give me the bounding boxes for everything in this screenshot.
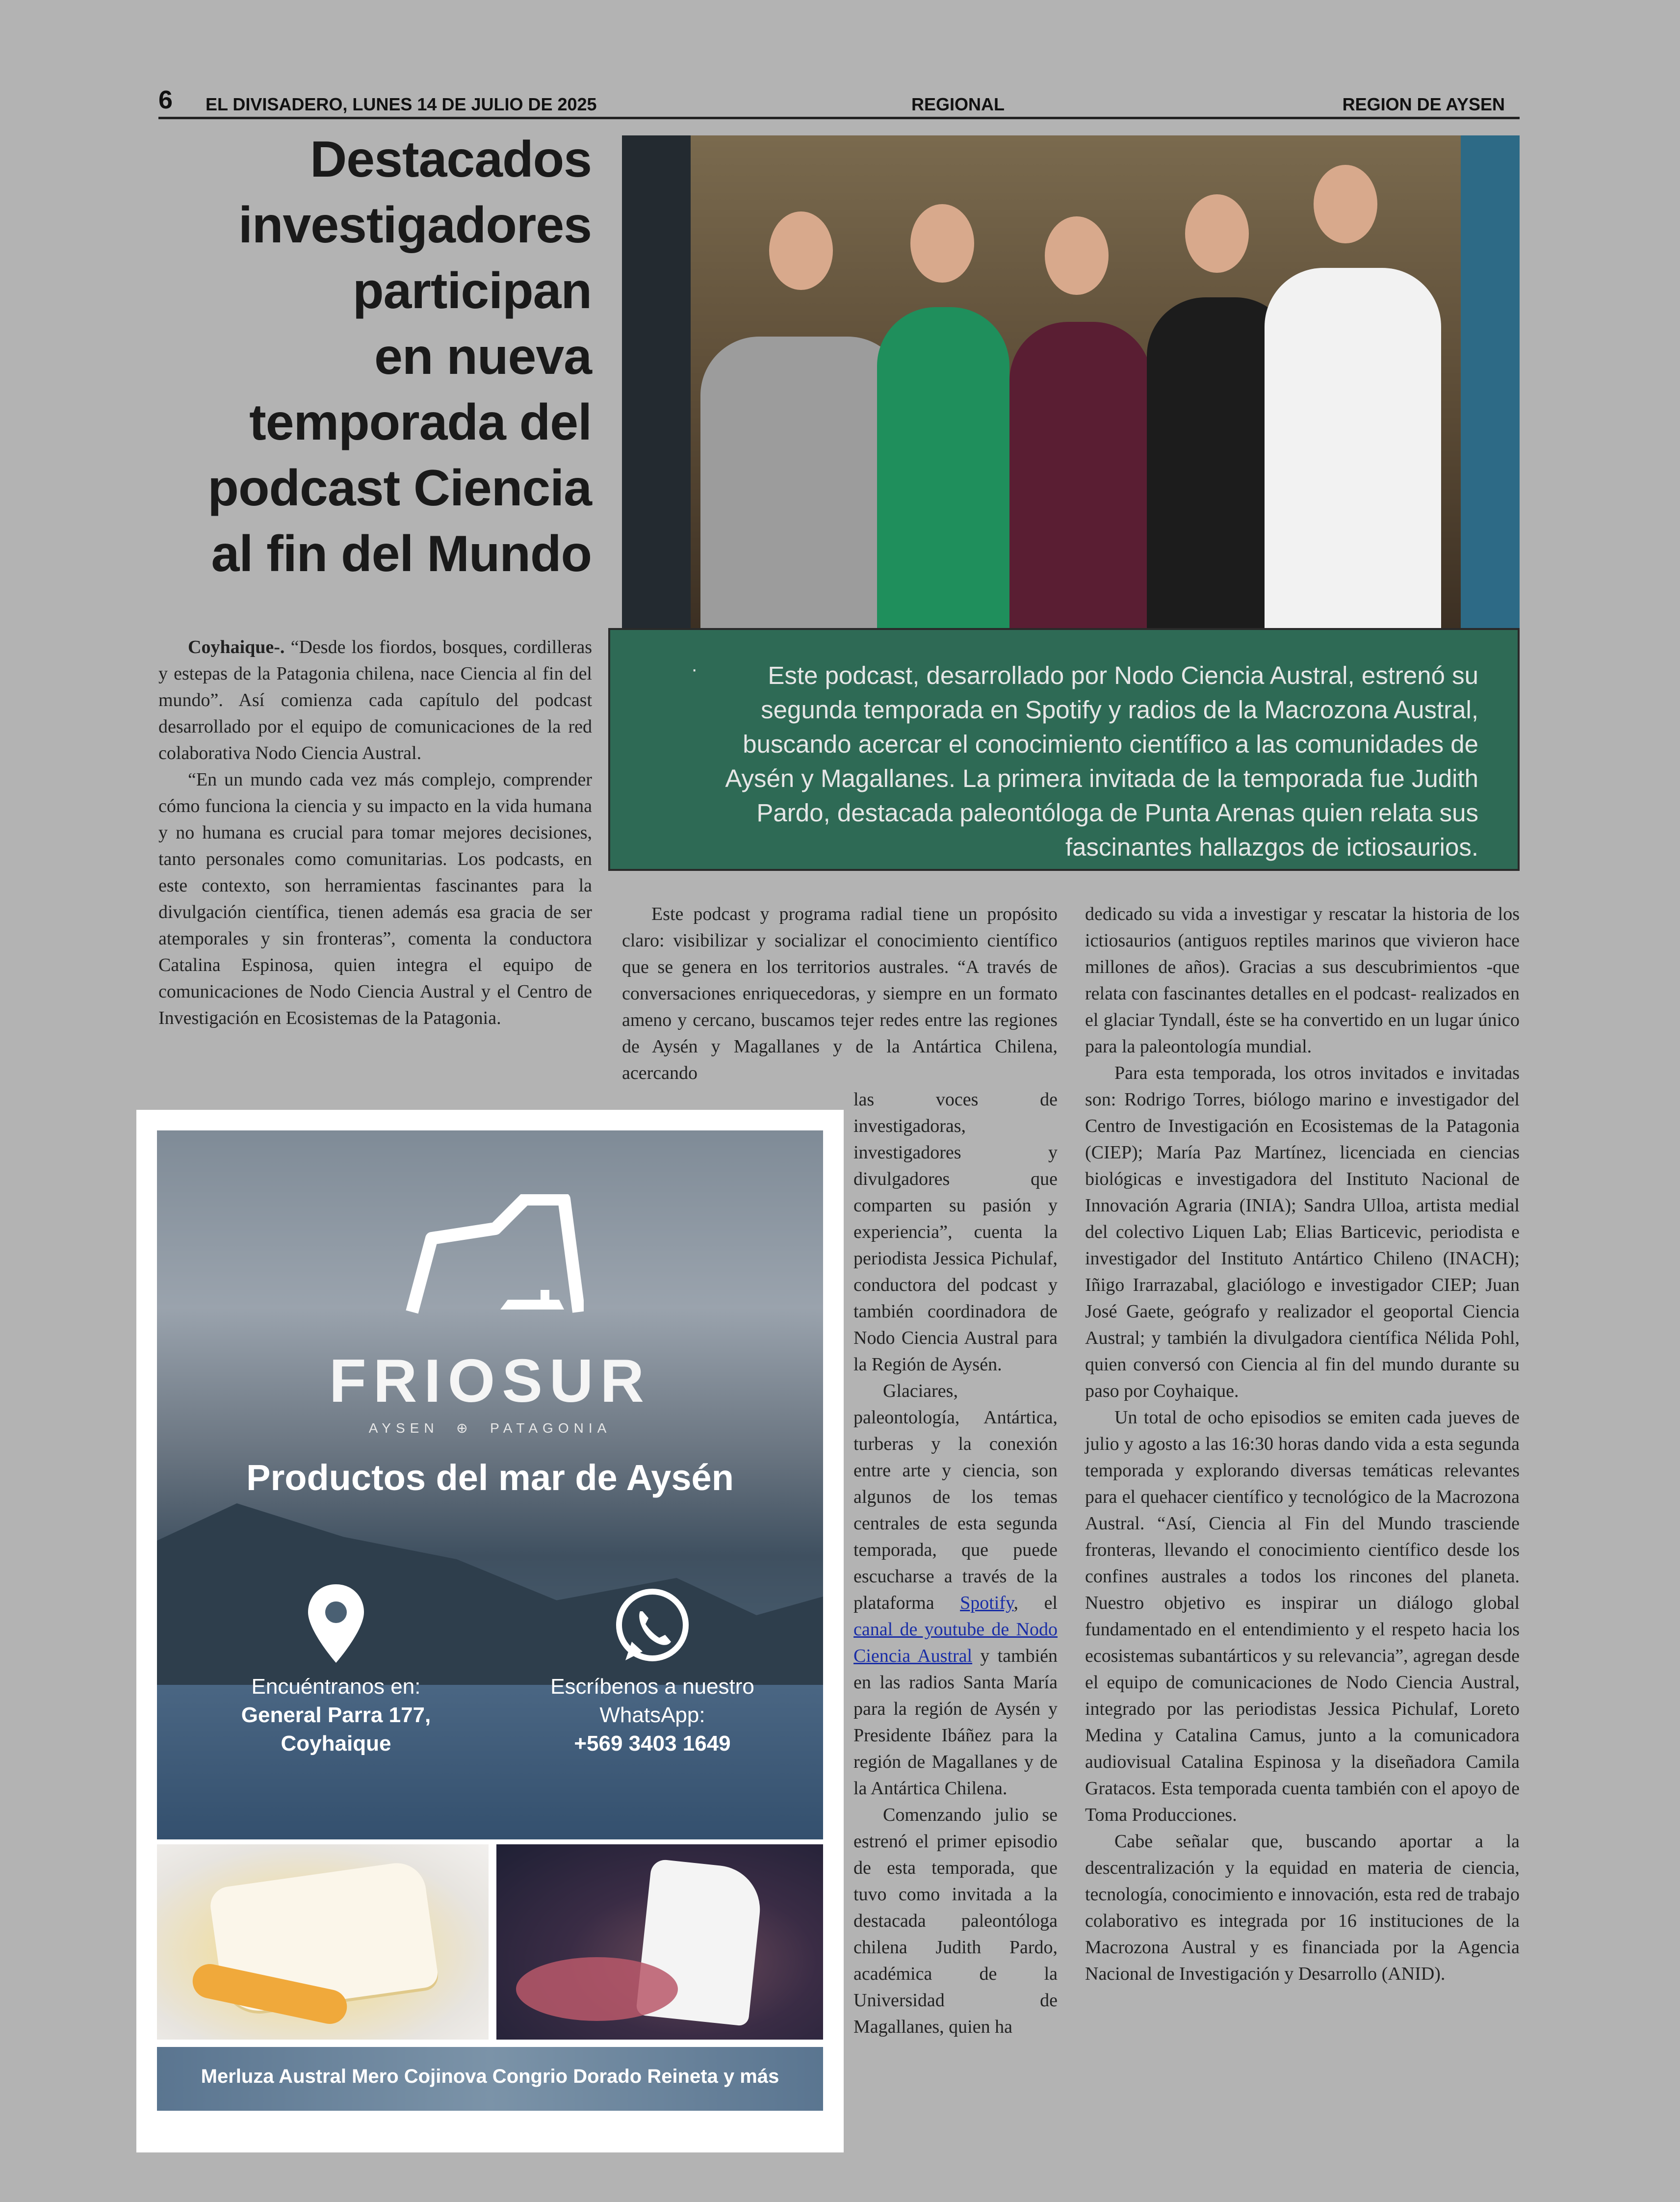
paragraph: las voces de investigadoras, investigadores y divulgadores que comparten su pasión y experiencia”, cuenta la periodista Jessica Pichulaf, conductora del podcast y también coordinadora de Nodo Ciencia Austral para la Región de Aysén.	[853, 1089, 1058, 1375]
whatsapp-label-1: Escríbenos a nuestro	[550, 1675, 754, 1699]
section-name: REGIONAL	[911, 94, 1005, 114]
photo-caption	[608, 628, 1520, 871]
paragraph-text: “Desde los fiordos, bosques, cordilleras y estepas de la Patagonia chilena, nace Ciencia al fin del mundo”. Así comienza cada capítulo del podcast desarrollado por el equipo de comunicaciones de la red colaborativa Nodo Ciencia Austral.	[158, 637, 592, 763]
ad-background-image	[157, 1130, 823, 1839]
sauce-garnish	[516, 1957, 678, 2021]
youtube-channel-link[interactable]: canal de youtube de Nodo Ciencia Austral	[853, 1619, 1058, 1666]
person-3	[1009, 322, 1152, 641]
subtitle-left: AYSEN	[368, 1420, 439, 1436]
products-list: Merluza Austral Mero Cojinova Congrio Dorado Reineta y más	[201, 2066, 779, 2087]
location-label: Encuéntranos en:	[251, 1675, 421, 1699]
person-1-head	[769, 211, 833, 290]
article-column-1	[158, 634, 592, 1031]
dateline: Coyhaique-.	[188, 637, 285, 657]
paragraph: Para esta temporada, los otros invitados e invitadas son: Rodrigo Torres, biólogo marino e investigador del Centro de Investigación en Ecosistemas de la Patagonia (CIEP); María Paz Martínez, licenciada en ciencias biológicas e investigadora del Instituto Nacional de Innovación Agraria (INIA); Sandra Ulloa, artista medial del colectivo Liquen Lab; Elias Barticevic, periodista e investigador del Instituto Antártico Chileno (INACH); Iñigo Irarrazabal, glaciólogo e investigador CIEP; Juan José Gaete, geógrafo y realizador el geoportal Ciencia Austral; y también la divulgadora científica Nélida Pohl, quien conversó con Ciencia al fin del mundo durante su paso por Coyhaique.	[1085, 1063, 1520, 1401]
subtitle-right: PATAGONIA	[490, 1420, 612, 1436]
whatsapp-icon[interactable]	[613, 1587, 692, 1665]
caption-text: Este podcast, desarrollado por Nodo Ciencia Austral, estrenó su segunda temporada en Spotify y radios de la Macrozona Austral, buscando acercar el conocimiento científico a las comunidades de Aysén y Magallanes. La primera invitada de la temporada fue Judith Pardo, destacada paleontóloga de Punta Arenas quien relata sus fascinantes hallazgos de ictiosaurios.	[725, 661, 1478, 861]
fish-dish-photo-2	[496, 1844, 823, 2040]
address-line-1: General Parra 177,	[241, 1703, 431, 1727]
paragraph: “En un mundo cada vez más complejo, comprender cómo funciona la ciencia y su impacto en la vida humana y no humana es crucial para tomar mejores decisiones, tanto personales como comunitarias. Los podcasts, en este contexto, son herramientas fascinantes para la divulgación científica, tienen además esa gracia de ser atemporales y sin fronteras”, comenta la conductora Catalina Espinosa, quien integra el equipo de comunicaciones de Nodo Ciencia Austral y el Centro de Investigación en Ecosistemas de la Patagonia.	[158, 769, 592, 1028]
paragraph-text: , el	[1013, 1593, 1058, 1613]
museum-board	[622, 135, 691, 641]
location-block	[221, 1673, 451, 1758]
caption-bullet: ·	[691, 658, 698, 680]
headline-line: podcast Ciencia	[207, 460, 592, 517]
person-4-head	[1185, 194, 1249, 273]
whatsapp-block	[530, 1673, 775, 1758]
location-pin-icon	[304, 1582, 368, 1665]
friosur-logo-icon	[402, 1194, 584, 1322]
headline-line: al fin del Mundo	[211, 525, 592, 582]
mountain-silhouette	[157, 1503, 823, 1690]
person-2	[877, 307, 1009, 641]
article-column-3	[1085, 901, 1520, 1987]
headline-line: en nueva	[374, 328, 592, 385]
paragraph: dedicado su vida a investigar y rescatar la historia de los ictiosaurios (antiguos reptiles marinos que vivieron hace millones de años). Gracias a sus descubrimientos -que relata con fascinantes detalles en el podcast- realizados en el glaciar Tyndall, éste se ha convertido en un lugar único para la paleontología mundial.	[1085, 904, 1520, 1057]
paragraph	[853, 1378, 1058, 1802]
spotify-link[interactable]: Spotify	[960, 1593, 1014, 1613]
article-column-2-top	[622, 901, 1058, 1086]
products-banner	[157, 2047, 823, 2111]
headline-line: Destacados	[310, 131, 592, 188]
friosur-advertisement[interactable]	[136, 1110, 844, 2152]
fish-display-panel	[1461, 135, 1520, 641]
whatsapp-label-2: WhatsApp:	[599, 1703, 705, 1727]
paragraph-text: y también en las radios Santa María para la región de Aysén y Presidente Ibáñez para la región de Magallanes y de la Antártica Chilena.	[853, 1646, 1058, 1799]
page-header	[158, 86, 1520, 119]
region-name: REGION DE AYSEN	[1342, 94, 1505, 114]
brand-subtitle	[157, 1420, 823, 1436]
paragraph-text: Glaciares, paleontología, Antártica, turberas y la conexión entre arte y ciencia, son algunos de los temas centrales de esta segunda temporada, que puede escucharse a través de la plataforma	[853, 1381, 1058, 1613]
paragraph: Este podcast y programa radial tiene un propósito claro: visibilizar y socializar el conocimiento científico que se genera en los territorios australes. “A través de conversaciones enriquecedoras, y siempre en un formato ameno y cercano, buscamos tejer redes entre las regiones de Aysén y Magallanes y de la Antártica Chilena, acercando	[622, 904, 1058, 1083]
person-3-head	[1045, 216, 1109, 295]
group-photo-icon	[622, 135, 1520, 641]
person-5-head	[1314, 165, 1377, 243]
person-5	[1265, 268, 1441, 641]
paragraph: Cabe señalar que, buscando aportar a la descentralización y la equidad en materia de ciencia, tecnología, conocimiento e innovación, esta red de trabajo colaborativo es integrada por 16 instituciones de la Macrozona Austral y es financiada por la Agencia Nacional de Investigación y Desarrollo (ANID).	[1085, 1831, 1520, 1984]
paragraph	[158, 634, 592, 766]
paragraph: Comenzando julio se estrenó el primer episodio de esta temporada, que tuvo como invitada a la destacada paleontóloga chilena Judith Pardo, académica de la Universidad de Magallanes, quien ha	[853, 1805, 1058, 2037]
headline-line: temporada del	[249, 394, 592, 451]
publication-date: EL DIVISADERO, LUNES 14 DE JULIO DE 2025	[206, 94, 597, 114]
fish-dish-photo-1	[157, 1844, 489, 2040]
person-1	[700, 337, 906, 641]
compass-icon: ⊕	[447, 1420, 482, 1436]
page-number: 6	[158, 86, 173, 114]
ad-tagline: Productos del mar de Aysén	[246, 1457, 734, 1498]
person-2-head	[910, 204, 974, 283]
headline-line: participan	[353, 262, 592, 319]
article-column-2-narrow	[853, 1086, 1058, 2040]
article-headline	[162, 127, 592, 587]
whatsapp-number[interactable]: +569 3403 1649	[574, 1731, 731, 1756]
paragraph: Un total de ocho episodios se emiten cada jueves de julio y agosto a las 16:30 horas dando vida a esta segunda temporada y explorando diversas temáticas relevantes para el quehacer científico y tecnológico de la Macrozona Austral. “Así, Ciencia al Fin del Mundo trasciende fronteras, llevando el conocimiento científico desde los confines australes a todos los rincones del planeta. Nuestro objetivo es inspirar un diálogo global fundamentado en el entendimiento y el respeto hacia los ecosistemas subantárticos y su relevancia”, agregan desde el equipo de comunicaciones de Nodo Ciencia Austral, integrado por las periodistas Jessica Pichulaf, Loreto Medina y Catalina Camus, junto a la comunicadora audiovisual Catalina Espinosa y la diseñadora Camila Gratacos. Esta temporada cuenta también con el apoyo de Toma Producciones.	[1085, 1407, 1520, 1825]
headline-line: investigadores	[238, 197, 592, 254]
address-line-2: Coyhaique	[281, 1731, 391, 1756]
brand-name: FRIOSUR	[329, 1347, 651, 1415]
